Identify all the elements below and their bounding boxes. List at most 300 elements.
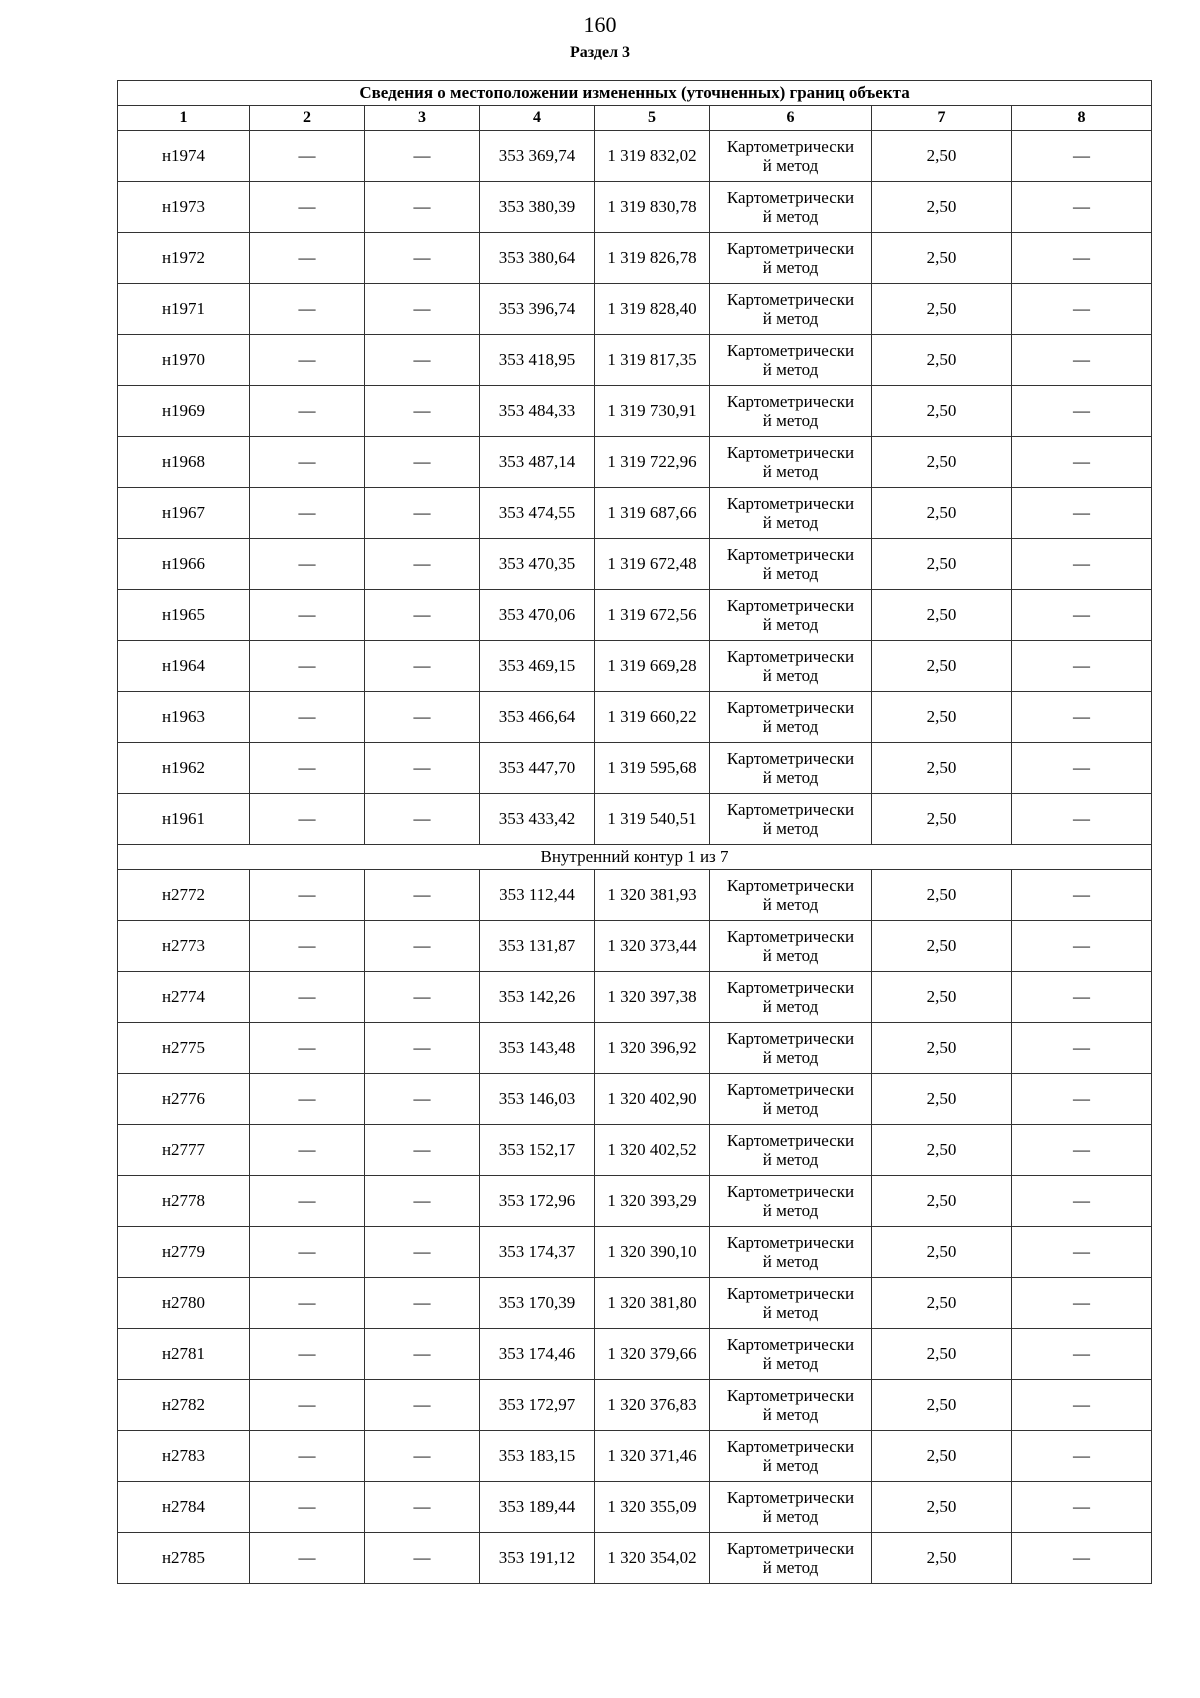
method-cell <box>710 743 872 794</box>
dash-cell: — <box>250 743 365 794</box>
method-line: Картометрически <box>726 876 855 895</box>
x-coordinate: 353 170,39 <box>480 1278 595 1329</box>
dash-cell: — <box>250 233 365 284</box>
x-coordinate: 353 484,33 <box>480 386 595 437</box>
precision-value: 2,50 <box>872 1176 1012 1227</box>
x-coordinate: 353 433,42 <box>480 794 595 845</box>
method-line: Картометрически <box>726 1131 855 1150</box>
point-id: н2779 <box>118 1227 250 1278</box>
dash-cell: — <box>365 1329 480 1380</box>
dash-cell: — <box>365 1278 480 1329</box>
method-line: Картометрически <box>726 978 855 997</box>
x-coordinate: 353 152,17 <box>480 1125 595 1176</box>
dash-cell: — <box>250 1329 365 1380</box>
x-coordinate: 353 143,48 <box>480 1023 595 1074</box>
dash-cell: — <box>250 641 365 692</box>
method-cell <box>710 641 872 692</box>
dash-cell: — <box>365 1227 480 1278</box>
table-row <box>118 437 1152 488</box>
method-line: Картометрически <box>726 1029 855 1048</box>
precision-value: 2,50 <box>872 1074 1012 1125</box>
dash-cell: — <box>1012 1380 1152 1431</box>
x-coordinate: 353 487,14 <box>480 437 595 488</box>
method-line: й метод <box>762 768 819 787</box>
dash-cell: — <box>365 335 480 386</box>
y-coordinate: 1 320 379,66 <box>595 1329 710 1380</box>
method-line: й метод <box>762 513 819 532</box>
method-line: Картометрически <box>726 1386 855 1405</box>
method-line: й метод <box>762 156 819 175</box>
precision-value: 2,50 <box>872 641 1012 692</box>
precision-value: 2,50 <box>872 539 1012 590</box>
x-coordinate: 353 380,64 <box>480 233 595 284</box>
method-line: Картометрически <box>726 137 855 156</box>
precision-value: 2,50 <box>872 1227 1012 1278</box>
method-cell <box>710 1380 872 1431</box>
dash-cell: — <box>250 1176 365 1227</box>
y-coordinate: 1 320 396,92 <box>595 1023 710 1074</box>
method-cell <box>710 437 872 488</box>
precision-value: 2,50 <box>872 972 1012 1023</box>
y-coordinate: 1 319 826,78 <box>595 233 710 284</box>
method-cell <box>710 1227 872 1278</box>
x-coordinate: 353 474,55 <box>480 488 595 539</box>
dash-cell: — <box>365 488 480 539</box>
method-line: й метод <box>762 895 819 914</box>
y-coordinate: 1 319 540,51 <box>595 794 710 845</box>
x-coordinate: 353 470,06 <box>480 590 595 641</box>
dash-cell: — <box>1012 539 1152 590</box>
method-cell <box>710 182 872 233</box>
point-id: н2785 <box>118 1533 250 1584</box>
x-coordinate: 353 469,15 <box>480 641 595 692</box>
dash-cell: — <box>1012 233 1152 284</box>
y-coordinate: 1 320 381,93 <box>595 870 710 921</box>
method-line: й метод <box>762 666 819 685</box>
dash-cell: — <box>365 182 480 233</box>
dash-cell: — <box>1012 743 1152 794</box>
dash-cell: — <box>1012 1176 1152 1227</box>
method-cell <box>710 794 872 845</box>
method-line: Картометрически <box>726 545 855 564</box>
table-row <box>118 488 1152 539</box>
dash-cell: — <box>365 1380 480 1431</box>
table-caption-row <box>118 81 1152 106</box>
dash-cell: — <box>1012 590 1152 641</box>
method-line: Картометрически <box>726 800 855 819</box>
x-coordinate: 353 142,26 <box>480 972 595 1023</box>
dash-cell: — <box>365 972 480 1023</box>
dash-cell: — <box>1012 437 1152 488</box>
method-cell <box>710 1431 872 1482</box>
table-row <box>118 539 1152 590</box>
x-coordinate: 353 146,03 <box>480 1074 595 1125</box>
table-row <box>118 1329 1152 1380</box>
method-cell <box>710 1125 872 1176</box>
point-id: н1970 <box>118 335 250 386</box>
method-line: Картометрически <box>726 1284 855 1303</box>
y-coordinate: 1 320 373,44 <box>595 921 710 972</box>
table-row <box>118 743 1152 794</box>
dash-cell: — <box>250 1227 365 1278</box>
x-coordinate: 353 183,15 <box>480 1431 595 1482</box>
dash-cell: — <box>250 386 365 437</box>
y-coordinate: 1 320 402,52 <box>595 1125 710 1176</box>
dash-cell: — <box>1012 972 1152 1023</box>
column-number: 6 <box>710 106 872 131</box>
page-number: 160 <box>583 12 617 37</box>
point-id: н2781 <box>118 1329 250 1380</box>
y-coordinate: 1 319 660,22 <box>595 692 710 743</box>
dash-cell: — <box>1012 386 1152 437</box>
dash-cell: — <box>250 1023 365 1074</box>
x-coordinate: 353 380,39 <box>480 182 595 233</box>
method-line: й метод <box>762 819 819 838</box>
point-id: н1972 <box>118 233 250 284</box>
method-line: й метод <box>762 564 819 583</box>
dash-cell: — <box>365 386 480 437</box>
column-number: 8 <box>1012 106 1152 131</box>
table-caption: Сведения о местоположении измененных (уточненных) границ объекта <box>118 81 1152 106</box>
dash-cell: — <box>1012 1431 1152 1482</box>
dash-cell: — <box>365 1176 480 1227</box>
precision-value: 2,50 <box>872 590 1012 641</box>
precision-value: 2,50 <box>872 1329 1012 1380</box>
x-coordinate: 353 172,96 <box>480 1176 595 1227</box>
dash-cell: — <box>250 539 365 590</box>
method-cell <box>710 1482 872 1533</box>
x-coordinate: 353 191,12 <box>480 1533 595 1584</box>
y-coordinate: 1 319 687,66 <box>595 488 710 539</box>
precision-value: 2,50 <box>872 131 1012 182</box>
point-id: н1961 <box>118 794 250 845</box>
dash-cell: — <box>365 1431 480 1482</box>
point-id: н1969 <box>118 386 250 437</box>
y-coordinate: 1 320 397,38 <box>595 972 710 1023</box>
table-row <box>118 1380 1152 1431</box>
point-id: н2776 <box>118 1074 250 1125</box>
method-cell <box>710 590 872 641</box>
y-coordinate: 1 320 393,29 <box>595 1176 710 1227</box>
y-coordinate: 1 319 730,91 <box>595 386 710 437</box>
dash-cell: — <box>250 335 365 386</box>
table-row <box>118 1227 1152 1278</box>
method-line: й метод <box>762 946 819 965</box>
method-cell <box>710 1533 872 1584</box>
column-number: 4 <box>480 106 595 131</box>
column-number: 3 <box>365 106 480 131</box>
dash-cell: — <box>365 284 480 335</box>
precision-value: 2,50 <box>872 1278 1012 1329</box>
point-id: н2775 <box>118 1023 250 1074</box>
method-line: й метод <box>762 1354 819 1373</box>
y-coordinate: 1 319 828,40 <box>595 284 710 335</box>
precision-value: 2,50 <box>872 335 1012 386</box>
method-line: Картометрически <box>726 698 855 717</box>
point-id: н1971 <box>118 284 250 335</box>
y-coordinate: 1 320 402,90 <box>595 1074 710 1125</box>
dash-cell: — <box>250 972 365 1023</box>
table-row <box>118 131 1152 182</box>
method-cell <box>710 284 872 335</box>
boundary-coordinates-table <box>117 80 1152 1584</box>
point-id: н2777 <box>118 1125 250 1176</box>
dash-cell: — <box>1012 794 1152 845</box>
table-row <box>118 921 1152 972</box>
method-cell <box>710 386 872 437</box>
method-cell <box>710 1074 872 1125</box>
table-row <box>118 1023 1152 1074</box>
section-title: Раздел 3 <box>569 44 631 61</box>
table-row <box>118 1176 1152 1227</box>
x-coordinate: 353 470,35 <box>480 539 595 590</box>
table-row <box>118 1533 1152 1584</box>
point-id: н1966 <box>118 539 250 590</box>
y-coordinate: 1 320 390,10 <box>595 1227 710 1278</box>
dash-cell: — <box>1012 641 1152 692</box>
method-line: й метод <box>762 717 819 736</box>
table-row <box>118 1278 1152 1329</box>
dash-cell: — <box>365 794 480 845</box>
x-coordinate: 353 174,46 <box>480 1329 595 1380</box>
method-line: Картометрически <box>726 392 855 411</box>
point-id: н1964 <box>118 641 250 692</box>
y-coordinate: 1 319 672,56 <box>595 590 710 641</box>
table-row <box>118 794 1152 845</box>
table-row <box>118 1074 1152 1125</box>
method-line: й метод <box>762 1558 819 1577</box>
method-line: Картометрически <box>726 1437 855 1456</box>
y-coordinate: 1 319 595,68 <box>595 743 710 794</box>
precision-value: 2,50 <box>872 921 1012 972</box>
method-cell <box>710 972 872 1023</box>
precision-value: 2,50 <box>872 1380 1012 1431</box>
method-cell <box>710 921 872 972</box>
y-coordinate: 1 319 832,02 <box>595 131 710 182</box>
dash-cell: — <box>1012 488 1152 539</box>
method-line: й метод <box>762 1150 819 1169</box>
method-line: Картометрически <box>726 647 855 666</box>
column-number-row <box>118 106 1152 131</box>
dash-cell: — <box>250 692 365 743</box>
dash-cell: — <box>1012 1482 1152 1533</box>
method-line: й метод <box>762 615 819 634</box>
x-coordinate: 353 396,74 <box>480 284 595 335</box>
method-line: й метод <box>762 309 819 328</box>
y-coordinate: 1 320 376,83 <box>595 1380 710 1431</box>
dash-cell: — <box>250 1125 365 1176</box>
precision-value: 2,50 <box>872 1431 1012 1482</box>
point-id: н1968 <box>118 437 250 488</box>
dash-cell: — <box>250 437 365 488</box>
table-row <box>118 182 1152 233</box>
point-id: н2784 <box>118 1482 250 1533</box>
point-id: н2782 <box>118 1380 250 1431</box>
precision-value: 2,50 <box>872 1482 1012 1533</box>
x-coordinate: 353 112,44 <box>480 870 595 921</box>
column-number: 7 <box>872 106 1012 131</box>
point-id: н1963 <box>118 692 250 743</box>
dash-cell: — <box>250 182 365 233</box>
dash-cell: — <box>250 1482 365 1533</box>
y-coordinate: 1 319 817,35 <box>595 335 710 386</box>
dash-cell: — <box>1012 1227 1152 1278</box>
dash-cell: — <box>1012 1533 1152 1584</box>
dash-cell: — <box>1012 692 1152 743</box>
dash-cell: — <box>250 284 365 335</box>
method-line: й метод <box>762 1507 819 1526</box>
point-id: н2772 <box>118 870 250 921</box>
y-coordinate: 1 320 355,09 <box>595 1482 710 1533</box>
method-cell <box>710 131 872 182</box>
contour-label-row <box>118 845 1152 870</box>
y-coordinate: 1 320 381,80 <box>595 1278 710 1329</box>
dash-cell: — <box>365 870 480 921</box>
table-row <box>118 284 1152 335</box>
method-cell <box>710 488 872 539</box>
table-row <box>118 590 1152 641</box>
method-line: й метод <box>762 462 819 481</box>
table-row <box>118 1482 1152 1533</box>
dash-cell: — <box>250 870 365 921</box>
method-line: й метод <box>762 1456 819 1475</box>
method-line: Картометрически <box>726 927 855 946</box>
column-number: 5 <box>595 106 710 131</box>
table-row <box>118 386 1152 437</box>
method-line: Картометрически <box>726 239 855 258</box>
table-row <box>118 641 1152 692</box>
precision-value: 2,50 <box>872 488 1012 539</box>
method-line: й метод <box>762 258 819 277</box>
method-line: Картометрически <box>726 596 855 615</box>
dash-cell: — <box>365 539 480 590</box>
precision-value: 2,50 <box>872 437 1012 488</box>
method-line: й метод <box>762 997 819 1016</box>
y-coordinate: 1 320 354,02 <box>595 1533 710 1584</box>
method-line: й метод <box>762 207 819 226</box>
x-coordinate: 353 466,64 <box>480 692 595 743</box>
x-coordinate: 353 174,37 <box>480 1227 595 1278</box>
y-coordinate: 1 320 371,46 <box>595 1431 710 1482</box>
point-id: н2774 <box>118 972 250 1023</box>
dash-cell: — <box>1012 131 1152 182</box>
dash-cell: — <box>365 1533 480 1584</box>
table-row <box>118 972 1152 1023</box>
method-line: Картометрически <box>726 1182 855 1201</box>
method-line: Картометрически <box>726 749 855 768</box>
x-coordinate: 353 172,97 <box>480 1380 595 1431</box>
x-coordinate: 353 131,87 <box>480 921 595 972</box>
dash-cell: — <box>250 921 365 972</box>
dash-cell: — <box>365 131 480 182</box>
x-coordinate: 353 447,70 <box>480 743 595 794</box>
dash-cell: — <box>1012 921 1152 972</box>
precision-value: 2,50 <box>872 233 1012 284</box>
method-line: Картометрически <box>726 1488 855 1507</box>
dash-cell: — <box>365 1125 480 1176</box>
table-row <box>118 233 1152 284</box>
dash-cell: — <box>365 641 480 692</box>
method-line: й метод <box>762 1252 819 1271</box>
method-line: Картометрически <box>726 188 855 207</box>
dash-cell: — <box>365 233 480 284</box>
dash-cell: — <box>365 692 480 743</box>
method-cell <box>710 692 872 743</box>
precision-value: 2,50 <box>872 743 1012 794</box>
method-line: Картометрически <box>726 1539 855 1558</box>
dash-cell: — <box>1012 335 1152 386</box>
point-id: н1973 <box>118 182 250 233</box>
dash-cell: — <box>250 794 365 845</box>
method-line: Картометрически <box>726 443 855 462</box>
dash-cell: — <box>1012 182 1152 233</box>
x-coordinate: 353 369,74 <box>480 131 595 182</box>
point-id: н2778 <box>118 1176 250 1227</box>
dash-cell: — <box>250 1074 365 1125</box>
dash-cell: — <box>1012 1329 1152 1380</box>
table-row <box>118 335 1152 386</box>
dash-cell: — <box>250 488 365 539</box>
dash-cell: — <box>365 590 480 641</box>
dash-cell: — <box>250 131 365 182</box>
dash-cell: — <box>1012 284 1152 335</box>
precision-value: 2,50 <box>872 1533 1012 1584</box>
method-line: й метод <box>762 1099 819 1118</box>
dash-cell: — <box>365 437 480 488</box>
method-line: Картометрически <box>726 1233 855 1252</box>
method-line: й метод <box>762 360 819 379</box>
dash-cell: — <box>250 1431 365 1482</box>
x-coordinate: 353 418,95 <box>480 335 595 386</box>
table-row <box>118 1125 1152 1176</box>
method-line: й метод <box>762 1048 819 1067</box>
method-line: й метод <box>762 1201 819 1220</box>
method-line: й метод <box>762 411 819 430</box>
y-coordinate: 1 319 722,96 <box>595 437 710 488</box>
method-cell <box>710 870 872 921</box>
point-id: н2773 <box>118 921 250 972</box>
method-line: Картометрически <box>726 1080 855 1099</box>
dash-cell: — <box>365 1482 480 1533</box>
precision-value: 2,50 <box>872 386 1012 437</box>
dash-cell: — <box>365 1023 480 1074</box>
method-cell <box>710 1176 872 1227</box>
point-id: н1974 <box>118 131 250 182</box>
method-line: й метод <box>762 1303 819 1322</box>
dash-cell: — <box>365 743 480 794</box>
method-cell <box>710 233 872 284</box>
column-number: 1 <box>118 106 250 131</box>
point-id: н2780 <box>118 1278 250 1329</box>
table-row <box>118 692 1152 743</box>
y-coordinate: 1 319 669,28 <box>595 641 710 692</box>
dash-cell: — <box>1012 1125 1152 1176</box>
column-number: 2 <box>250 106 365 131</box>
point-id: н2783 <box>118 1431 250 1482</box>
precision-value: 2,50 <box>872 182 1012 233</box>
precision-value: 2,50 <box>872 284 1012 335</box>
dash-cell: — <box>1012 1278 1152 1329</box>
dash-cell: — <box>250 1278 365 1329</box>
precision-value: 2,50 <box>872 692 1012 743</box>
method-cell <box>710 335 872 386</box>
dash-cell: — <box>250 590 365 641</box>
table-row <box>118 1431 1152 1482</box>
y-coordinate: 1 319 830,78 <box>595 182 710 233</box>
method-line: Картометрически <box>726 341 855 360</box>
method-line: Картометрически <box>726 1335 855 1354</box>
precision-value: 2,50 <box>872 1023 1012 1074</box>
